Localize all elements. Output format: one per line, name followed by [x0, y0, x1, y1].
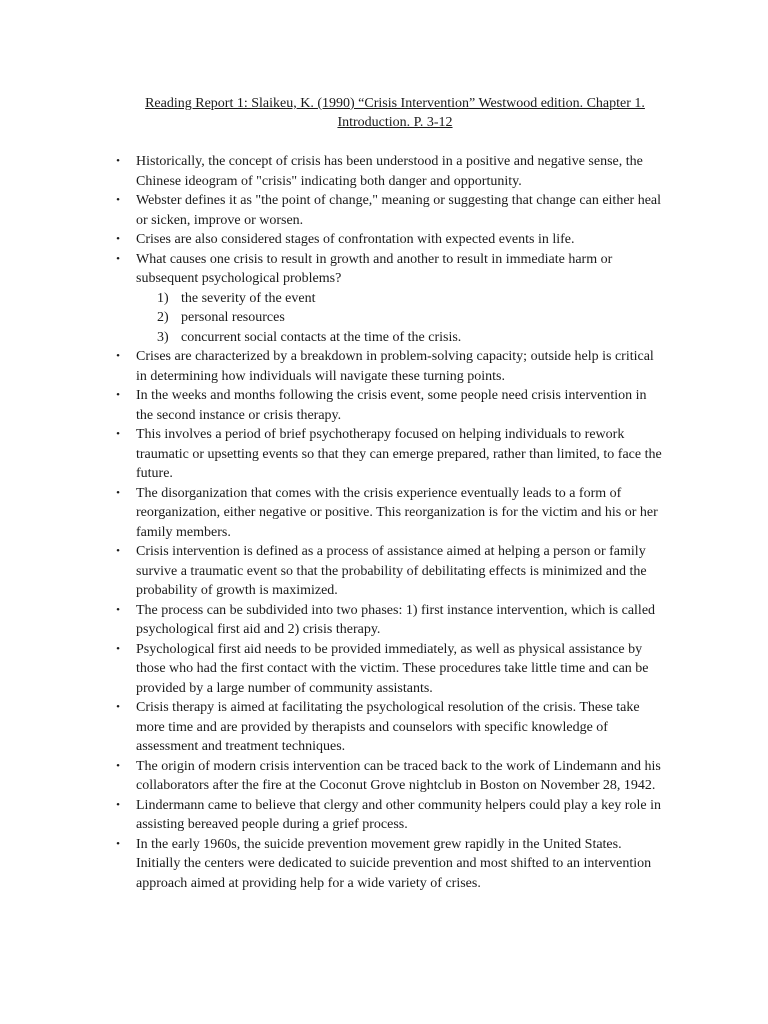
list-item [0, 386, 666, 425]
bullet-icon: • [116, 701, 120, 713]
list-item-text: In the weeks and months following the crisis event, some people need crisis intervention in the second instance or crisis therapy. [136, 388, 647, 423]
list-item-text: In the early 1960s, the suicide prevention movement grew rapidly in the United States. Initially the centers were dedicated to suicide prevention and most shifted to an intervention approach aimed at providing help for a wide variety of crises. [136, 836, 652, 891]
list-item [0, 484, 666, 543]
list-item [0, 835, 666, 894]
bullet-icon: • [116, 759, 120, 772]
numbered-sublist [136, 289, 666, 348]
list-item-text: Historically, the concept of crisis has been understood in a positive and negative sense, the Chinese ideogram of "crisis" indicating both danger and opportunity. [136, 154, 643, 189]
list-item [0, 698, 666, 757]
list-item [0, 152, 666, 191]
list-item [0, 640, 666, 699]
list-item-text: Crises are also considered stages of confrontation with expected events in life. [136, 232, 575, 247]
sublist-text: the severity of the event [181, 290, 316, 306]
bullet-icon: • [116, 486, 120, 499]
list-item-text: The process can be subdivided into two phases: 1) first instance intervention, which is called psychological first aid and 2) crisis therapy. [136, 602, 656, 637]
report-title [100, 94, 690, 132]
report-title-line-1: Reading Report 1: Slaikeu, K. (1990) “Crisis Intervention” Westwood edition. Chapter 1. [145, 96, 645, 111]
list-item [0, 425, 666, 484]
bullet-list [0, 152, 768, 893]
bullet-icon: • [116, 194, 120, 206]
bullet-icon: • [116, 837, 120, 850]
list-item [0, 347, 666, 386]
list-item [0, 230, 666, 250]
list-item-text: The origin of modern crisis intervention can be traced back to the work of Lindemann and his collaborators after the fire at the Coconut Grove nightclub in Boston on November 28, 1942. [136, 758, 661, 793]
bullet-icon: • [116, 545, 120, 557]
list-item-text: Webster defines it as "the point of change," meaning or suggesting that change can either heal or sicken, improve or worsen. [136, 193, 662, 228]
bullet-icon: • [116, 350, 120, 362]
list-item [0, 796, 666, 835]
list-item-text: Crises are characterized by a breakdown in problem-solving capacity; outside help is critical in determining how individuals will navigate these turning points. [136, 349, 654, 384]
sublist-number: 2) [157, 310, 169, 325]
bullet-icon: • [116, 428, 120, 440]
list-item [0, 601, 666, 640]
list-item-text: Crisis intervention is defined as a process of assistance aimed at helping a person or family survive a traumatic event so that the probability of debilitating effects is minimized and the probability of growth is maximized. [136, 544, 647, 598]
sublist-text: personal resources [181, 310, 285, 325]
sublist-text: concurrent social contacts at the time of the crisis. [181, 329, 462, 345]
list-item-text: This involves a period of brief psychotherapy focused on helping individuals to rework traumatic or upsetting events so that they can emerge prepared, rather than limited, to face the future. [136, 427, 662, 481]
list-item-text: What causes one crisis to result in growth and another to result in immediate harm or subsequent psychological problems? [136, 251, 613, 286]
list-item-text: The disorganization that comes with the crisis experience eventually leads to a form of reorganization, either negative or positive. This reorganization is for the victim and his or her family members. [136, 485, 658, 540]
list-item [0, 191, 666, 230]
bullet-icon: • [116, 389, 120, 401]
sublist-number: 3) [157, 329, 169, 345]
list-item [0, 542, 666, 601]
list-item [0, 757, 666, 796]
bullet-icon: • [116, 252, 120, 265]
list-item-text: Lindermann came to believe that clergy and other community helpers could play a key role in assisting bereaved people during a grief process. [136, 797, 661, 832]
sublist-item [0, 289, 666, 309]
list-item [0, 250, 666, 348]
report-title-line-2: Introduction. P. 3-12 [337, 115, 453, 130]
sublist-item [0, 308, 666, 328]
sublist-item [0, 328, 666, 348]
bullet-icon: • [116, 155, 120, 167]
sublist-number: 1) [157, 290, 169, 306]
bullet-icon: • [116, 233, 120, 245]
list-item-text: Psychological first aid needs to be provided immediately, as well as physical assistance by those who had the first contact with the victim. These procedures take little time and can be provided by a large number of community assistants. [136, 641, 649, 696]
bullet-icon: • [116, 603, 120, 616]
bullet-icon: • [116, 642, 120, 655]
list-item-text: Crisis therapy is aimed at facilitating the psychological resolution of the crisis. These take more time and are provided by therapists and counselors with specific knowledge of assessment and treatment techniques. [136, 700, 640, 754]
bullet-icon: • [116, 798, 120, 811]
